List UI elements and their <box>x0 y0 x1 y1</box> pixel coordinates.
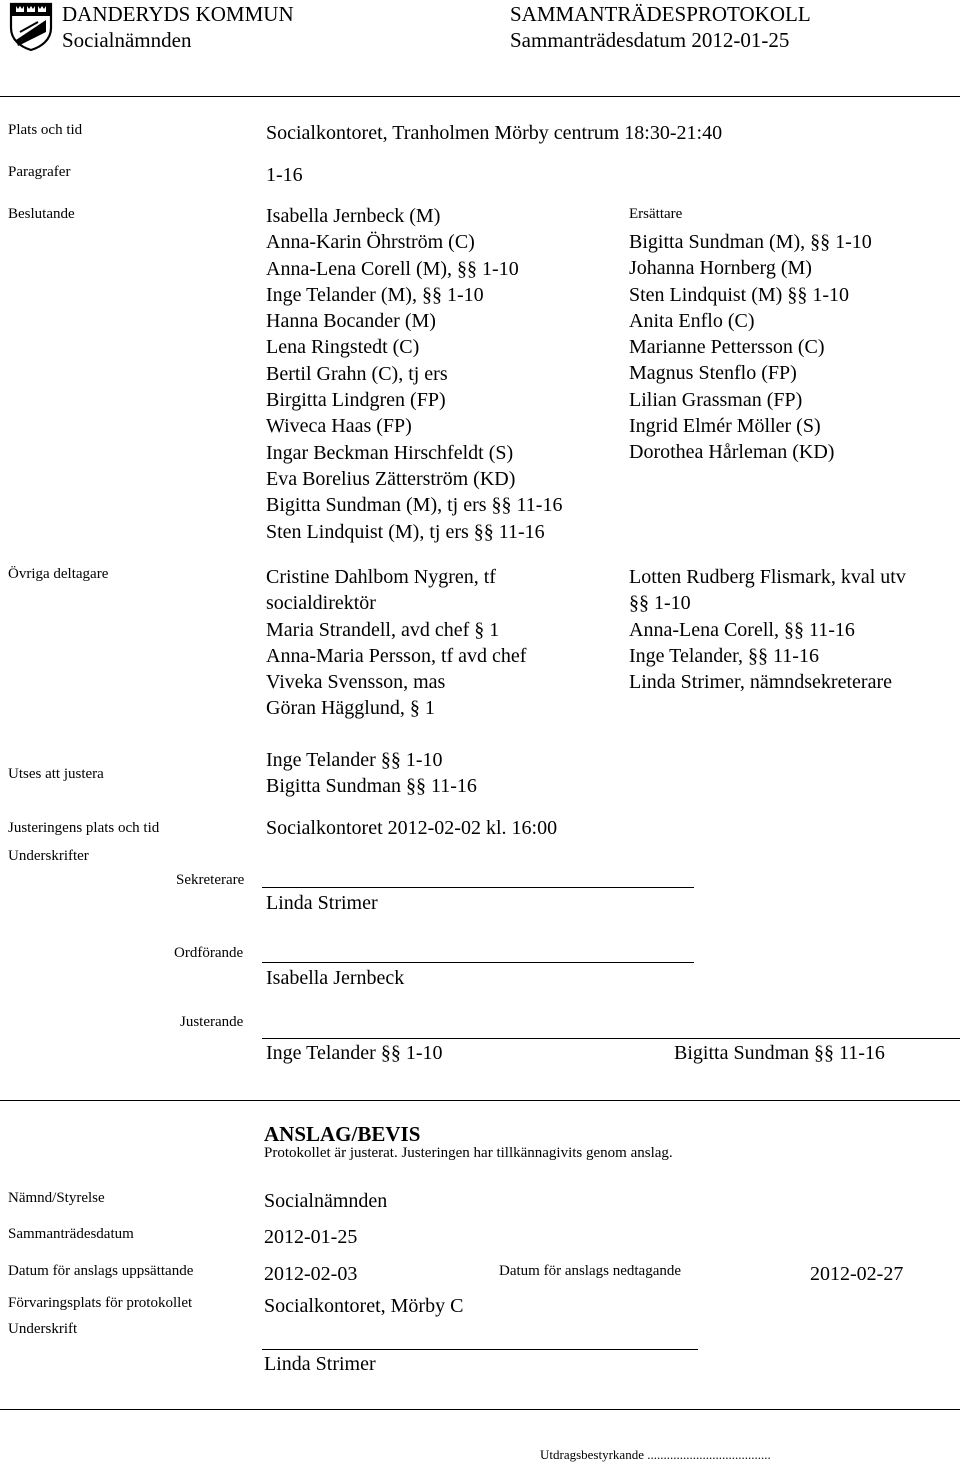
list-item: Lena Ringstedt (C) <box>266 336 420 359</box>
secretary-signature-line <box>262 887 694 888</box>
list-item: Ingar Beckman Hirschfeldt (S) <box>266 441 514 464</box>
notice-meeting-date-label: Sammanträdesdatum <box>8 1226 134 1242</box>
chair-label: Ordförande <box>174 945 244 961</box>
storage-value: Socialkontoret, Mörby C <box>264 1295 464 1317</box>
other-participants-label: Övriga deltagare <box>8 566 109 582</box>
adjuster-signature-line <box>262 1038 960 1039</box>
notice-signature-name: Linda Strimer <box>264 1353 376 1375</box>
notice-meeting-date-value: 2012-01-25 <box>264 1226 358 1248</box>
place-label: Plats och tid <box>8 122 83 138</box>
adjuster-label: Justerande <box>180 1014 244 1030</box>
decision-makers-list <box>266 203 562 545</box>
list-item: Göran Hägglund, § 1 <box>266 697 435 720</box>
notice-signature-line <box>262 1349 698 1350</box>
header-divider <box>0 96 960 97</box>
notice-signature-label: Underskrift <box>8 1321 78 1337</box>
removed-date-value: 2012-02-27 <box>810 1263 904 1285</box>
signatures-label: Underskrifter <box>8 848 89 864</box>
meeting-date-line: Sammanträdesdatum 2012-01-25 <box>510 28 790 52</box>
list-item: Bigitta Sundman (M), §§ 1-10 <box>629 231 872 253</box>
list-item: Anna-Lena Corell, §§ 11-16 <box>629 618 855 641</box>
footer-divider <box>0 1409 960 1410</box>
list-item: Birgitta Lindgren (FP) <box>266 389 446 412</box>
list-item: §§ 1-10 <box>629 592 691 615</box>
secretary-name: Linda Strimer <box>266 892 378 914</box>
notice-divider <box>0 1100 960 1101</box>
list-item: Hanna Bocander (M) <box>266 310 436 333</box>
list-item: Ingrid Elmér Möller (S) <box>629 415 821 438</box>
secretary-label: Sekreterare <box>176 872 245 888</box>
list-item: Bigitta Sundman (M), tj ers §§ 11-16 <box>266 494 563 517</box>
adjustment-place-value: Socialkontoret 2012-02-02 kl. 16:00 <box>266 817 558 839</box>
list-item: Lotten Rudberg Flismark, kval utv <box>629 566 906 588</box>
list-item: Anna-Karin Öhrström (C) <box>266 231 475 254</box>
list-item: Wiveca Haas (FP) <box>266 415 412 438</box>
notice-title: ANSLAG/BEVIS <box>264 1122 421 1146</box>
list-item: Inge Telander, §§ 11-16 <box>629 644 819 667</box>
posted-date-value: 2012-02-03 <box>264 1263 358 1285</box>
place-value: Socialkontoret, Tranholmen Mörby centrum 18:30-21:40 <box>266 122 723 144</box>
list-item: Linda Strimer, nämndsekreterare <box>629 671 892 694</box>
list-item: Inge Telander §§ 1-10 <box>266 749 443 771</box>
list-item: Viveka Svensson, mas <box>266 671 446 694</box>
substitutes-list <box>629 229 872 466</box>
list-item: Dorothea Hårleman (KD) <box>629 441 835 464</box>
committee-name: Socialnämnden <box>62 28 192 52</box>
adjuster-2-name: Bigitta Sundman §§ 11-16 <box>674 1042 885 1064</box>
board-value: Socialnämnden <box>264 1190 388 1212</box>
list-item: Anna-Maria Persson, tf avd chef <box>266 644 527 667</box>
chair-name: Isabella Jernbeck <box>266 967 405 989</box>
list-item: Inge Telander (M), §§ 1-10 <box>266 283 484 306</box>
paragraphs-value: 1-16 <box>266 164 303 186</box>
document-type: SAMMANTRÄDESPROTOKOLL <box>510 2 811 26</box>
list-item: Johanna Hornberg (M) <box>629 257 812 280</box>
municipality-name: DANDERYDS KOMMUN <box>62 2 294 26</box>
list-item: Bertil Grahn (C), tj ers <box>266 362 448 385</box>
list-item: Isabella Jernbeck (M) <box>266 205 441 227</box>
board-label: Nämnd/Styrelse <box>8 1190 105 1206</box>
list-item: Lilian Grassman (FP) <box>629 388 803 411</box>
adjusters-list <box>266 747 477 800</box>
substitutes-label: Ersättare <box>629 206 683 222</box>
other-participants-right-list <box>629 564 906 695</box>
notice-subtitle: Protokollet är justerat. Justeringen har tillkännagivits genom anslag. <box>264 1145 673 1161</box>
list-item: Marianne Pettersson (C) <box>629 336 825 359</box>
removed-date-label: Datum för anslags nedtagande <box>499 1263 682 1279</box>
list-item: Maria Strandell, avd chef § 1 <box>266 618 500 641</box>
adjuster-1-name: Inge Telander §§ 1-10 <box>266 1042 443 1064</box>
list-item: Bigitta Sundman §§ 11-16 <box>266 775 477 798</box>
adjusters-label: Utses att justera <box>8 766 104 782</box>
paragraphs-label: Paragrafer <box>8 164 71 180</box>
list-item: Anna-Lena Corell (M), §§ 1-10 <box>266 257 519 280</box>
municipality-coat-of-arms-logo <box>8 2 54 52</box>
other-participants-left-list <box>266 564 526 722</box>
adjustment-place-label: Justeringens plats och tid <box>8 820 160 836</box>
chair-signature-line <box>262 962 694 963</box>
list-item: Sten Lindquist (M) §§ 1-10 <box>629 283 849 306</box>
decision-makers-label: Beslutande <box>8 206 75 222</box>
posted-date-label: Datum för anslags uppsättande <box>8 1263 194 1279</box>
extract-certification: Utdragsbestyrkande ...................................... <box>540 1447 771 1462</box>
list-item: Cristine Dahlbom Nygren, tf <box>266 566 496 588</box>
list-item: Sten Lindquist (M), tj ers §§ 11-16 <box>266 520 545 543</box>
storage-label: Förvaringsplats för protokollet <box>8 1295 193 1311</box>
list-item: socialdirektör <box>266 592 376 615</box>
list-item: Anita Enflo (C) <box>629 309 755 332</box>
list-item: Eva Borelius Zätterström (KD) <box>266 467 516 490</box>
list-item: Magnus Stenflo (FP) <box>629 362 797 385</box>
